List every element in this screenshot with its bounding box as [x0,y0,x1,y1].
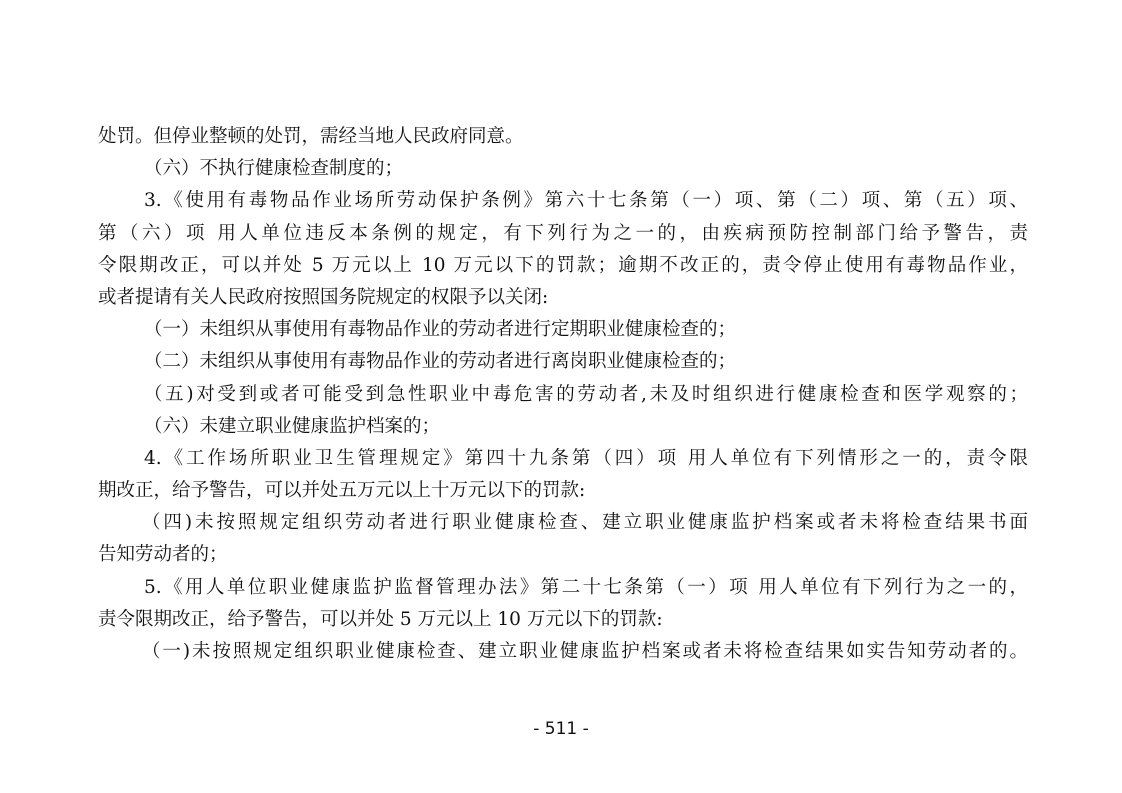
text-line: 5.《用人单位职业健康监护监督管理办法》第二十七条第（一）项 用人单位有下列行为之一的， [144,576,1028,598]
text-line: （五)对受到或者可能受到急性职业中毒危害的劳动者,未及时组织进行健康检查和医学观察的； [144,383,1028,405]
document-body [98,121,1028,668]
text-line: （六）未建立职业健康监护档案的； [144,415,441,437]
text-line: （六）不执行健康检查制度的； [144,158,404,180]
text-line: 或者提请有关人民政府按照国务院规定的权限予以关闭: [98,286,549,308]
text-line: （一）未组织从事使用有毒物品作业的劳动者进行定期职业健康检查的； [144,319,737,341]
text-line: 责令限期改正，给予警告，可以并处 5 万元以上 10 万元以下的罚款: [98,608,663,630]
text-line: 告知劳动者的； [98,544,228,566]
text-line: 3.《使用有毒物品作业场所劳动保护条例》第六十七条第（一）项、第（二）项、第（五）项、 [144,190,1028,212]
text-line: 期改正，给予警告，可以并处五万元以上十万元以下的罚款: [98,480,586,502]
text-line: 令限期改正，可以并处 5 万元以上 10 万元以下的罚款；逾期不改正的，责令停止使用有毒物品作业， [98,254,1028,276]
text-line: 第（六）项 用人单位违反本条例的规定，有下列行为之一的，由疾病预防控制部门给予警告，责 [98,222,1028,244]
text-line: （一)未按照规定组织职业健康检查、建立职业健康监护档案或者未将检查结果如实告知劳动者的。 [142,641,1028,662]
page-number: - 511 - [533,719,589,739]
text-line: 处罚。但停业整顿的处罚，需经当地人民政府同意。 [98,126,524,147]
text-line: 4.《工作场所职业卫生管理规定》第四十九条第（四）项 用人单位有下列情形之一的，责令限 [144,447,1028,469]
text-line: （四)未按照规定组织劳动者进行职业健康检查、建立职业健康监护档案或者未将检查结果书面 [142,512,1028,534]
text-line: （二）未组织从事使用有毒物品作业的劳动者进行离岗职业健康检查的； [144,351,737,373]
